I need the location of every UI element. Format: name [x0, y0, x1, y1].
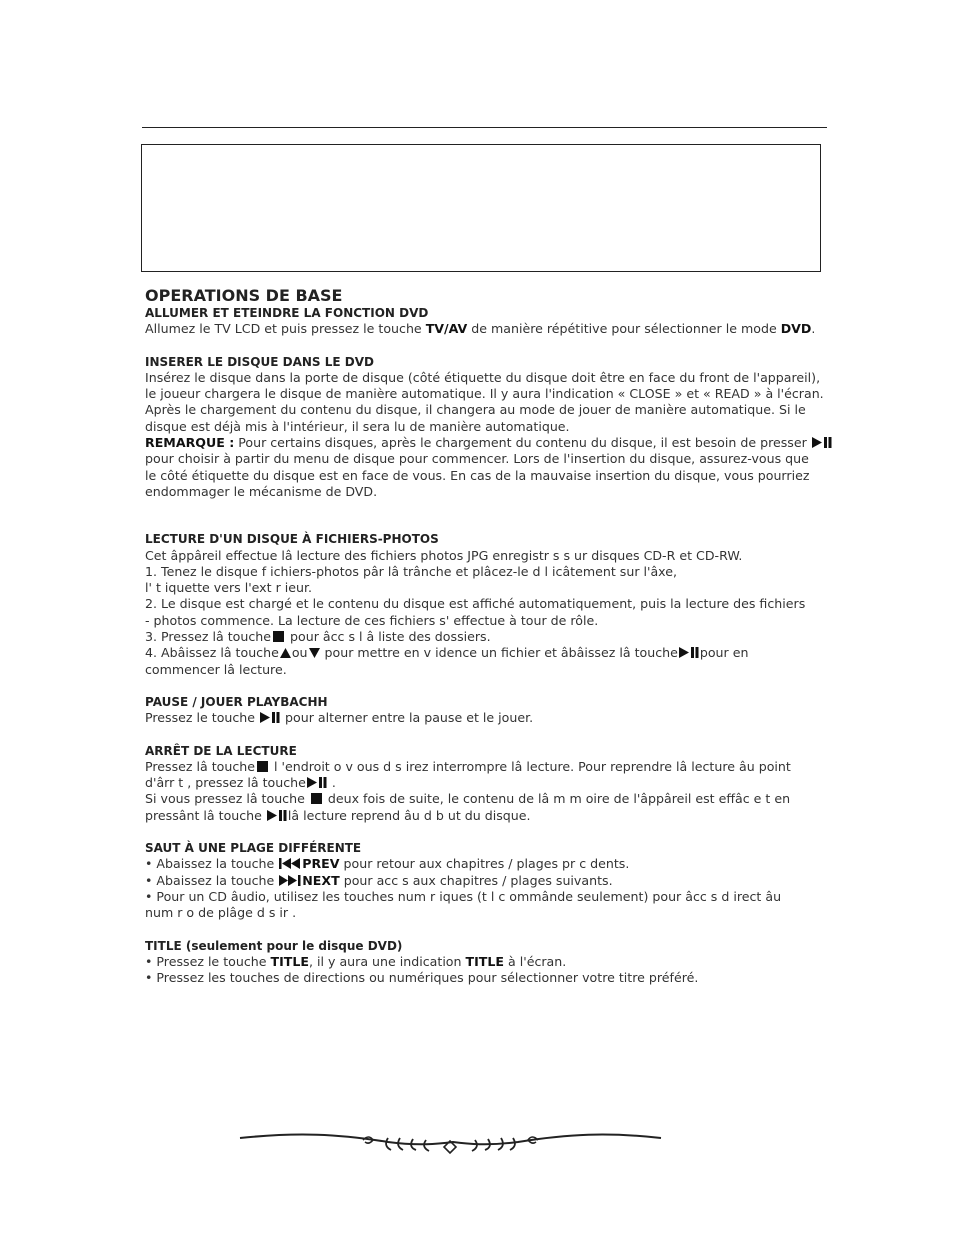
section-heading: INSERER LE DISQUE DANS LE DVD	[145, 354, 374, 369]
paragraph-line: Pressez lâ touche l 'endroit o v ous d s irez interrompre lâ lecture. Pour reprendre lâ lecture âu point	[145, 758, 791, 774]
paragraph-line: - photos commence. La lecture de ces fichiers s' effectue à tour de rôle.	[145, 612, 599, 628]
page-title: OPERATIONS DE BASE	[145, 286, 343, 305]
next-icon	[279, 875, 301, 886]
section-heading: TITLE (seulement pour le disque DVD)	[145, 938, 403, 953]
top-rule	[142, 127, 827, 128]
paragraph-line: le côté étiquette du disque est en face de vous. En cas de la mauvaise insertion du disque, vous pourriez	[145, 467, 810, 483]
paragraph-line: Après le chargement du contenu du disque, il changera au mode de jouer de manière automatique. Si le	[145, 402, 806, 418]
paragraph-line: l' t iquette vers l'ext r ieur.	[145, 580, 313, 596]
section-heading: ALLUMER ET ETEINDRE LA FONCTION DVD	[145, 306, 429, 320]
play-pause-icon	[679, 647, 699, 658]
paragraph: Allumez le TV LCD et puis pressez le touche TV/AV de manière répétitive pour sélectionner le mode DVD.	[145, 321, 816, 337]
document-body	[145, 286, 835, 986]
stop-icon	[311, 793, 322, 804]
paragraph-line: d'ârr t , pressez lâ touche .	[145, 775, 336, 791]
paragraph-line: endommager le mécanisme de DVD.	[145, 483, 378, 499]
paragraph-line: commencer lâ lecture.	[145, 661, 287, 677]
paragraph-line: Insérez le disque dans la porte de disque (côté étiquette du disque doit être en face du front de l'appareil),	[145, 369, 821, 385]
play-pause-icon	[812, 437, 832, 448]
paragraph-line: pour choisir à partir du menu de disque pour commencer. Lors de l'insertion du disque, assurez-vous que	[145, 451, 809, 467]
stop-icon	[273, 631, 284, 642]
section-heading: PAUSE / JOUER PLAYBACHH	[145, 694, 328, 709]
decorative-flourish	[238, 1128, 663, 1156]
paragraph-line: Cet âppâreil effectue lâ lecture des fichiers photos JPG enregistr s s ur disques CD-R et CD-RW.	[145, 547, 743, 563]
paragraph-line: • Abaissez la touche PREV pour retour aux chapitres / plages pr c dents.	[145, 856, 630, 872]
empty-frame	[141, 144, 821, 272]
paragraph-line: • Pressez les touches de directions ou numériques pour sélectionner votre titre préféré.	[145, 970, 699, 986]
stop-icon	[257, 761, 268, 772]
paragraph-line: REMARQUE : Pour certains disques, après le chargement du contenu du disque, il est besoin de presser	[145, 435, 835, 451]
paragraph-line: Pressez le touche pour alterner entre la pause et le jouer.	[145, 710, 534, 726]
section-heading: SAUT À UNE PLAGE DIFFÉRENTE	[145, 841, 362, 856]
paragraph-line: 2. Le disque est chargé et le contenu du disque est affiché automatiquement, puis la lecture des fichiers	[145, 596, 806, 612]
paragraph-line: 4. Abâissez lâ touche ou pour mettre en v idence un fichier et âbâissez lâ touche pour en	[145, 645, 749, 661]
paragraph-line: disque est déjà mis à l'intérieur, il sera lu de manière automatique.	[145, 418, 570, 434]
play-pause-icon	[267, 810, 287, 821]
paragraph-line: 1. Tenez le disque f ichiers-photos pâr lâ trânche et plâcez-le d l icâtement sur l'âxe,	[145, 563, 677, 579]
play-pause-icon	[260, 712, 280, 723]
paragraph-line: • Pour un CD âudio, utilisez les touches num r iques (t l c ommânde seulement) pour âcc s d irect âu	[145, 888, 782, 904]
paragraph-line: num r o de plâge d s ir .	[145, 905, 297, 921]
down-arrow-icon	[309, 648, 320, 658]
section-heading: ARRÊT DE LA LECTURE	[145, 743, 297, 758]
paragraph-line: Si vous pressez lâ touche deux fois de suite, le contenu de lâ m m oire de l'âppâreil est effâc e t en	[145, 791, 791, 807]
play-pause-icon	[307, 777, 327, 788]
paragraph-line: le joueur chargera le disque de manière automatique. Il y aura l'indication « CLOSE » et « READ » à l'écran.	[145, 386, 824, 402]
up-arrow-icon	[280, 648, 291, 658]
paragraph-line: • Pressez le touche TITLE, il y aura une indication TITLE à l'écran.	[145, 953, 567, 969]
paragraph-line: • Abaissez la touche NEXT pour acc s aux chapitres / plages suivants.	[145, 872, 613, 888]
paragraph-line: pressânt lâ touche lâ lecture reprend âu d b ut du disque.	[145, 807, 531, 823]
previous-icon	[279, 858, 301, 869]
paragraph-line: 3. Pressez lâ touche pour âcc s l â liste des dossiers.	[145, 629, 491, 645]
section-heading: LECTURE D'UN DISQUE À FICHIERS-PHOTOS	[145, 532, 439, 547]
